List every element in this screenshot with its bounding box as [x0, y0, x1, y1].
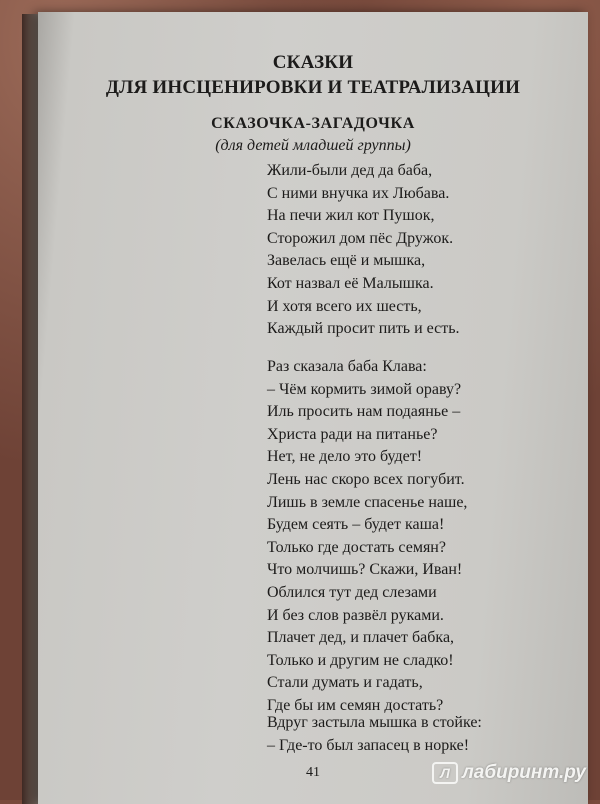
- poem-line: Нет, не дело это будет!: [267, 448, 423, 466]
- poem-line: Жили-были дед да баба,: [267, 162, 433, 179]
- collection-title-line1: СКАЗКИ: [272, 52, 354, 73]
- poem-line: Христа ради на питанье?: [267, 425, 438, 443]
- labirint-logo-icon: [432, 762, 458, 784]
- poem-line: Облился тут дед слезами: [267, 583, 437, 601]
- poem-line: – Чём кормить зимой ораву?: [267, 380, 462, 398]
- poem-line: На печи жил кот Пушок,: [267, 207, 435, 225]
- poem-line: Только где достать семян?: [267, 538, 446, 556]
- poem-line: Каждый просит пить и есть.: [267, 320, 460, 338]
- poem-line: И хотя всего их шесть,: [267, 297, 422, 315]
- collection-title-line2: ДЛЯ ИНСЦЕНИРОВКИ И ТЕАТРАЛИЗАЦИИ: [105, 77, 521, 98]
- stanza-2: [267, 356, 467, 718]
- poem-line: Лишь в земле спасенье наше,: [267, 493, 468, 511]
- page-content: [38, 12, 588, 804]
- page-number: 41: [306, 765, 320, 780]
- poem-line: Где бы им семян достать?: [267, 696, 444, 714]
- story-subtitle: (для детей младшей группы): [215, 137, 411, 154]
- poem-line: Плачет дед, и плачет бабка,: [267, 629, 455, 647]
- poem-line: Будем сеять – будет каша!: [267, 516, 445, 534]
- poem-line: Сторожил дом пёс Дружок.: [267, 229, 454, 247]
- poem-line: Стали думать и гадать,: [267, 674, 423, 692]
- poem-line: – Где-то был запасец в норке!: [267, 736, 470, 754]
- stanza-1: [267, 160, 460, 341]
- poem-line: Иль просить нам подаянье –: [267, 403, 461, 421]
- stanza-3: [267, 712, 482, 757]
- poem-line: И без слов развёл руками.: [267, 606, 444, 624]
- watermark-text: лабиринт.ру: [461, 762, 586, 783]
- poem-line: С ними внучка их Любава.: [267, 184, 450, 202]
- poem-line: Вдруг застыла мышка в стойке:: [267, 714, 482, 731]
- poem-line: Лень нас скоро всех погубит.: [267, 470, 465, 488]
- poem-line: Кот назвал её Малышка.: [267, 274, 434, 292]
- book-page: [38, 12, 588, 804]
- poem-line: Что молчишь? Скажи, Иван!: [267, 561, 463, 579]
- poem-line: Раз сказала баба Клава:: [267, 358, 427, 375]
- story-title: СКАЗОЧКА-ЗАГАДОЧКА: [211, 115, 415, 132]
- labirint-watermark: [432, 762, 586, 784]
- poem-line: Только и другим не сладко!: [267, 651, 454, 669]
- poem-line: Завелась ещё и мышка,: [267, 252, 426, 270]
- logo-letter: Л: [440, 765, 450, 781]
